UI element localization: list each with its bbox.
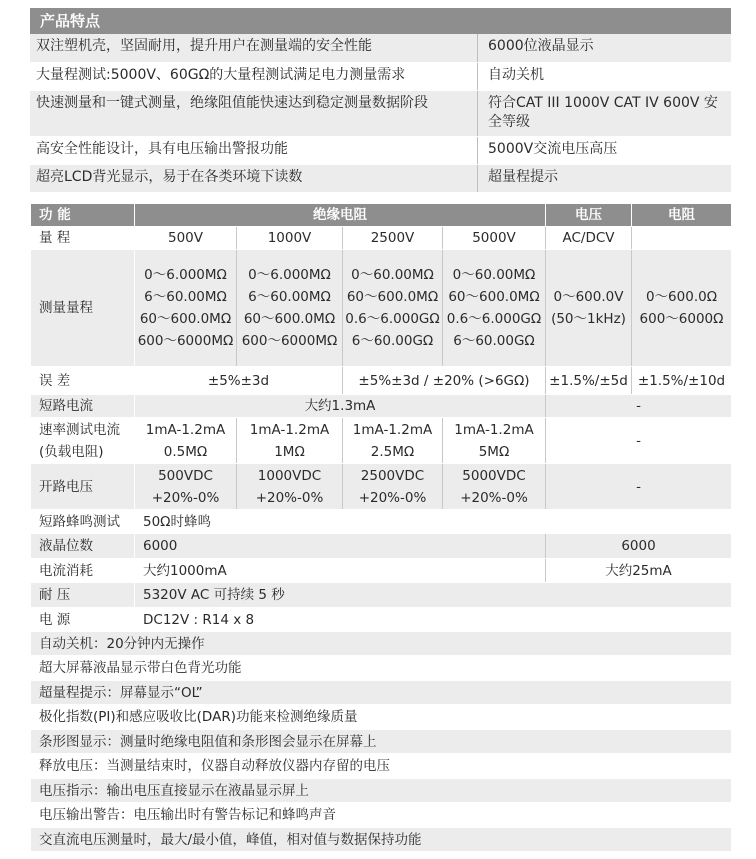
row-label: 短路电流 <box>31 395 135 418</box>
rate-cell <box>237 418 343 464</box>
note-row <box>31 632 732 656</box>
measure-cell <box>343 250 443 367</box>
note-text: 自动关机：20分钟内无操作 <box>31 632 732 656</box>
error-cell: ±1.5%/±5d <box>546 367 632 395</box>
measure-value: 6～60.00GΩ <box>351 333 434 349</box>
note-text: 交直流电压测量时，最大/最小值，峰值，相对值与数据保持功能 <box>31 828 732 852</box>
table-row <box>31 534 732 559</box>
measure-cell <box>237 250 343 367</box>
note-text: 电压输出警告：电压输出时有警告标记和蜂鸣声音 <box>31 803 732 828</box>
row-label: 测量量程 <box>31 250 135 367</box>
note-text: 极化指数(PI)和感应吸收比(DAR)功能来检测绝缘质量 <box>31 705 732 730</box>
open-voltage-value: 500VDC <box>158 467 213 484</box>
range-cell: 5000V <box>443 227 546 250</box>
rate-cell <box>135 418 237 464</box>
features-title: 产品特点 <box>30 8 731 34</box>
rate-value: 1mA-1.2mA <box>454 421 534 438</box>
feature-left: 双注塑机壳，坚固耐用，提升用户在测量端的安全性能 <box>30 34 478 62</box>
error-cell: ±5%±3d / ±20% (>6GΩ) <box>343 367 546 395</box>
digits-cell: 6000 <box>135 534 546 559</box>
table-row <box>31 510 732 534</box>
measure-value: 600～6000MΩ <box>137 333 234 349</box>
row-label: 电流消耗 <box>31 559 135 583</box>
row-label: 量 程 <box>31 227 135 250</box>
measure-value: 0.6～6.000GΩ <box>446 311 542 327</box>
range-cell: 500V <box>135 227 237 250</box>
table-row <box>31 395 732 418</box>
beep-cell: 50Ω时蜂鸣 <box>135 510 732 534</box>
range-cell: AC/DCV <box>546 227 632 250</box>
measure-value: 0～6.000MΩ <box>248 267 331 283</box>
open-voltage-cell <box>443 464 546 510</box>
spec-table <box>30 203 732 852</box>
feature-left: 快速测量和一键式测量，绝缘阻值能快速达到稳定测量数据阶段 <box>30 91 478 136</box>
rate-value: 1mA-1.2mA <box>249 421 330 438</box>
note-text: 条形图显示：测量时绝缘电阻值和条形图会显示在屏幕上 <box>31 730 732 754</box>
note-row <box>31 705 732 730</box>
withstand-cell: 5320V AC 可持续 5 秒 <box>135 583 732 608</box>
measure-cell <box>632 250 732 367</box>
note-row <box>31 803 732 828</box>
feature-right: 5000V交流电压高压 <box>488 141 618 157</box>
table-header-row <box>31 204 732 227</box>
measure-cell <box>135 250 237 367</box>
measure-cell <box>443 250 546 367</box>
table-row <box>31 464 732 510</box>
header-voltage: 电压 <box>546 204 632 227</box>
measure-cell <box>546 250 632 367</box>
feature-left: 高安全性能设计，具有电压输出警报功能 <box>30 137 478 164</box>
note-row <box>31 656 732 681</box>
measure-value: 0～600.0Ω <box>645 289 718 305</box>
digits-cell: 6000 <box>546 534 732 559</box>
rate-value: 2.5MΩ <box>370 443 415 460</box>
row-label: 耐 压 <box>31 583 135 608</box>
row-label <box>31 418 135 464</box>
note-row <box>31 754 732 779</box>
feature-right: 超量程提示 <box>488 169 558 185</box>
open-voltage-value: +20%-0% <box>255 489 324 506</box>
measure-value: 6～60.00MΩ <box>248 289 331 305</box>
measure-value: 0～600.0V <box>553 289 624 305</box>
measure-value: (50～1kHz) <box>551 311 626 327</box>
header-insulation: 绝缘电阻 <box>135 204 546 227</box>
open-voltage-value: +20%-0% <box>358 489 427 506</box>
note-row <box>31 779 732 803</box>
open-voltage-value: +20%-0% <box>151 489 220 506</box>
feature-row <box>30 165 731 193</box>
measure-value: 60～600.0MΩ <box>448 289 540 305</box>
feature-right: 符合CAT III 1000V CAT IV 600V 安全等级 <box>488 95 718 130</box>
table-row <box>31 250 732 367</box>
measure-value: 6～60.00MΩ <box>144 289 227 305</box>
feature-row <box>30 34 731 63</box>
measure-value: 6～60.00GΩ <box>453 333 535 349</box>
range-cell <box>632 227 732 250</box>
rate-value: 0.5MΩ <box>163 443 208 460</box>
measure-value: 60～600.0MΩ <box>139 311 232 327</box>
open-voltage-value: +20%-0% <box>460 489 528 506</box>
row-label: 开路电压 <box>31 464 135 510</box>
note-text: 电压指示：输出电压直接显示在液晶显示屏上 <box>31 779 732 803</box>
header-function: 功 能 <box>31 204 135 227</box>
rate-cell <box>343 418 443 464</box>
rate-value: 1mA-1.2mA <box>352 421 433 438</box>
feature-right: 自动关机 <box>488 67 544 83</box>
table-row <box>31 227 732 250</box>
short-current-cell: 大约1.3mA <box>135 395 546 418</box>
note-text: 超大屏幕液晶显示带白色背光功能 <box>31 656 732 681</box>
consumption-cell: 大约1000mA <box>135 559 546 583</box>
note-row <box>31 730 732 754</box>
row-label-line: 速率测试电流 <box>39 421 120 438</box>
rate-cell <box>443 418 546 464</box>
row-label: 误 差 <box>31 367 135 395</box>
table-row <box>31 367 732 395</box>
note-text: 超量程提示：屏幕显示“OL” <box>31 681 732 705</box>
row-label-line: (负载电阻) <box>39 443 104 460</box>
measure-value: 0～60.00MΩ <box>351 267 434 283</box>
feature-right: 6000位液晶显示 <box>488 38 594 54</box>
error-cell: ±5%±3d <box>135 367 343 395</box>
note-row <box>31 681 732 705</box>
open-voltage-cell <box>135 464 237 510</box>
open-voltage-value: 2500VDC <box>360 467 425 484</box>
range-cell: 1000V <box>237 227 343 250</box>
open-voltage-cell <box>343 464 443 510</box>
feature-left: 大量程测试:5000V、60GΩ的大量程测试满足电力测量需求 <box>30 63 478 90</box>
measure-value: 0～60.00MΩ <box>452 267 536 283</box>
error-cell: ±1.5%/±10d <box>632 367 732 395</box>
row-label: 短路蜂鸣测试 <box>31 510 135 534</box>
table-row <box>31 559 732 583</box>
note-row <box>31 828 732 852</box>
rate-value: 1mA-1.2mA <box>145 421 226 438</box>
table-row <box>31 583 732 608</box>
consumption-cell: 大约25mA <box>546 559 732 583</box>
power-cell: DC12V : R14 x 8 <box>135 608 732 632</box>
features-section <box>30 8 731 193</box>
open-voltage-cell <box>237 464 343 510</box>
feature-row <box>30 137 731 165</box>
measure-value: 600～6000MΩ <box>241 333 338 349</box>
measure-value: 60～600.0MΩ <box>243 311 336 327</box>
rate-value: 1MΩ <box>274 443 305 460</box>
open-other-cell: - <box>546 464 732 510</box>
row-label: 液晶位数 <box>31 534 135 559</box>
note-text: 释放电压：当测量结束时，仪器自动释放仪器内存留的电压 <box>31 754 732 779</box>
header-resistance: 电阻 <box>632 204 732 227</box>
measure-value: 0～6.000MΩ <box>144 267 227 283</box>
row-label: 电 源 <box>31 608 135 632</box>
measure-value: 60～600.0MΩ <box>346 289 439 305</box>
table-row <box>31 418 732 464</box>
table-row <box>31 608 732 632</box>
open-voltage-value: 5000VDC <box>462 467 526 484</box>
measure-value: 600～6000Ω <box>639 311 724 327</box>
feature-left: 超亮LCD背光显示，易于在各类环境下读数 <box>30 165 478 192</box>
range-cell: 2500V <box>343 227 443 250</box>
feature-row <box>30 63 731 91</box>
rate-other-cell: - <box>546 418 732 464</box>
feature-row <box>30 91 731 137</box>
measure-value: 0.6～6.000GΩ <box>345 311 440 327</box>
short-current-cell: - <box>546 395 732 418</box>
rate-value: 5MΩ <box>478 443 510 460</box>
open-voltage-value: 1000VDC <box>257 467 322 484</box>
